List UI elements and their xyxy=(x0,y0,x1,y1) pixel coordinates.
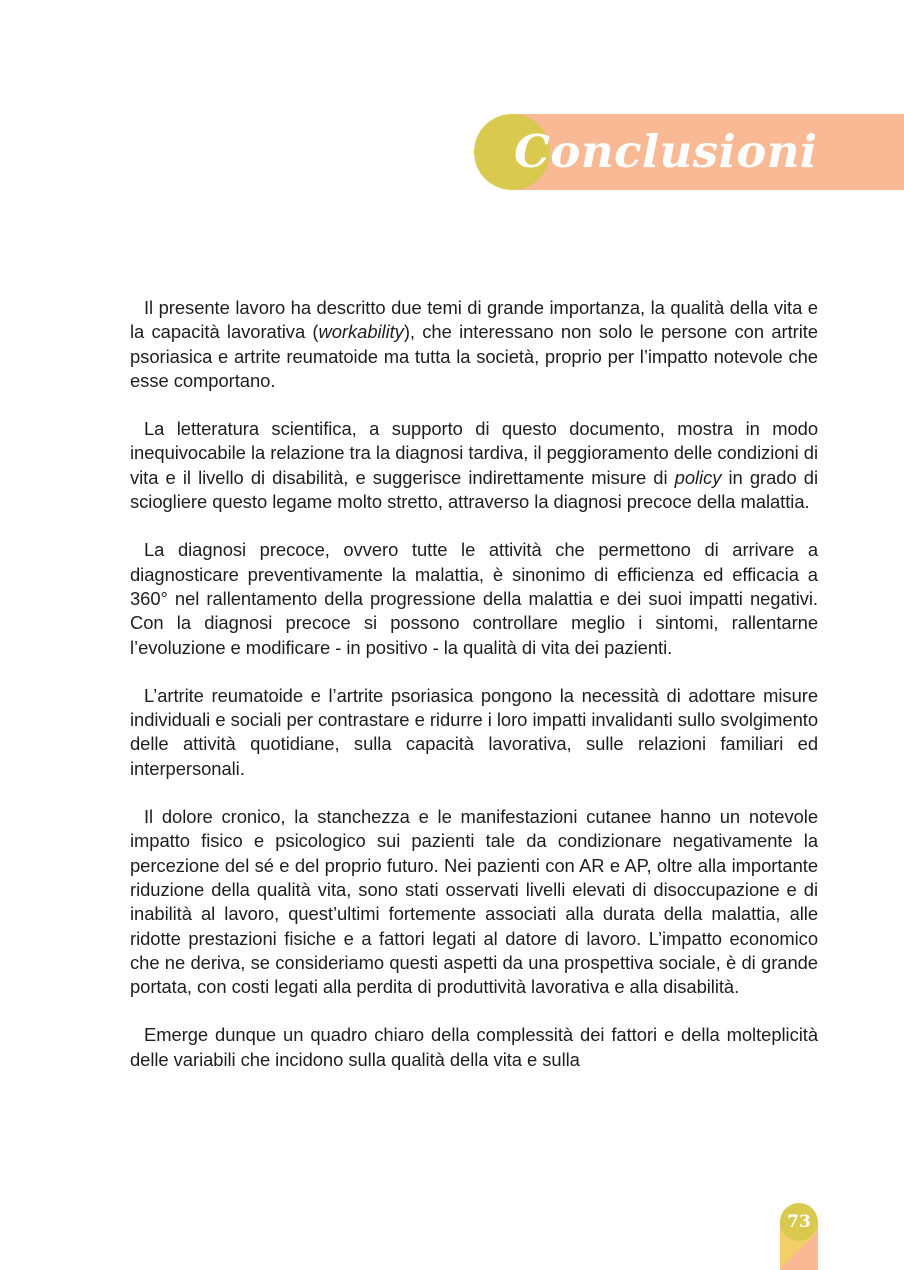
paragraph-1: Il presente lavoro ha descritto due temi di grande importanza, la qualità della vita e la capacità lavorativa (workability), che interessano non solo le persone con artrite psoriasica e artrite reumatoide ma tutta la società, proprio per l’impatto notevole che esse comportano. xyxy=(130,297,818,391)
chapter-banner xyxy=(474,114,904,190)
paragraph-2: La letteratura scientifica, a supporto di questo documento, mostra in modo inequivocabile la relazione tra la diagnosi tardiva, il peggioramento delle condizioni di vita e il livello di disabilità, e suggerisce indirettamente misure di policy in grado di sciogliere questo legame molto stretto, attraverso la diagnosi precoce della malattia. xyxy=(130,418,818,513)
paragraph-5: Il dolore cronico, la stanchezza e le manifestazioni cutanee hanno un notevole impatto fisico e psicologico sui pazienti tale da condizionare negativamente la percezione del sé e del proprio futuro. Nei pazienti con AR e AP, oltre alla importante riduzione della qualità vita, sono stati osservati livelli elevati di disoccupazione e di inabilità al lavoro, quest’ultimi fortemente associati alla durata della malattia, alle ridotte prestazioni fisiche e a fattori legati al datore di lavoro. L’impatto economico che ne deriva, se consideriamo questi aspetti da una prospettiva sociale, è di grande portata, con costi legati alla perdita di produttività lavorativa e alla disabilità. xyxy=(130,806,818,998)
page-number-badge xyxy=(780,1203,818,1270)
paragraph-6: Emerge dunque un quadro chiaro della complessità dei fattori e della molteplicità delle variabili che incidono sulla qualità della vita e sulla xyxy=(130,1024,818,1070)
term-workability: workability xyxy=(318,321,404,343)
page-number: 73 xyxy=(780,1203,818,1241)
paragraph-4: L’artrite reumatoide e l’artrite psoriasica pongono la necessità di adottare misure individuali e sociali per contrastare e ridurre i loro impatti invalidanti sullo svolgimento delle attività quotidiane, sulla capacità lavorativa, sulle relazioni familiari ed interpersonali. xyxy=(130,684,818,779)
term-policy: policy xyxy=(674,466,722,488)
paragraph-3: La diagnosi precoce, ovvero tutte le attività che permettono di arrivare a diagnosticare preventivamente la malattia, è sinonimo di efficienza ed efficacia a 360° nel rallentamento della progressione della malattia e dei suoi impatti negativi. Con la diagnosi precoce si possono controllare meglio i sintomi, rallentarne l’evoluzione e modificare - in positivo - la qualità di vita dei pazienti. xyxy=(130,539,818,658)
body-text xyxy=(130,296,818,1072)
chapter-title: Conclusioni xyxy=(514,125,818,178)
